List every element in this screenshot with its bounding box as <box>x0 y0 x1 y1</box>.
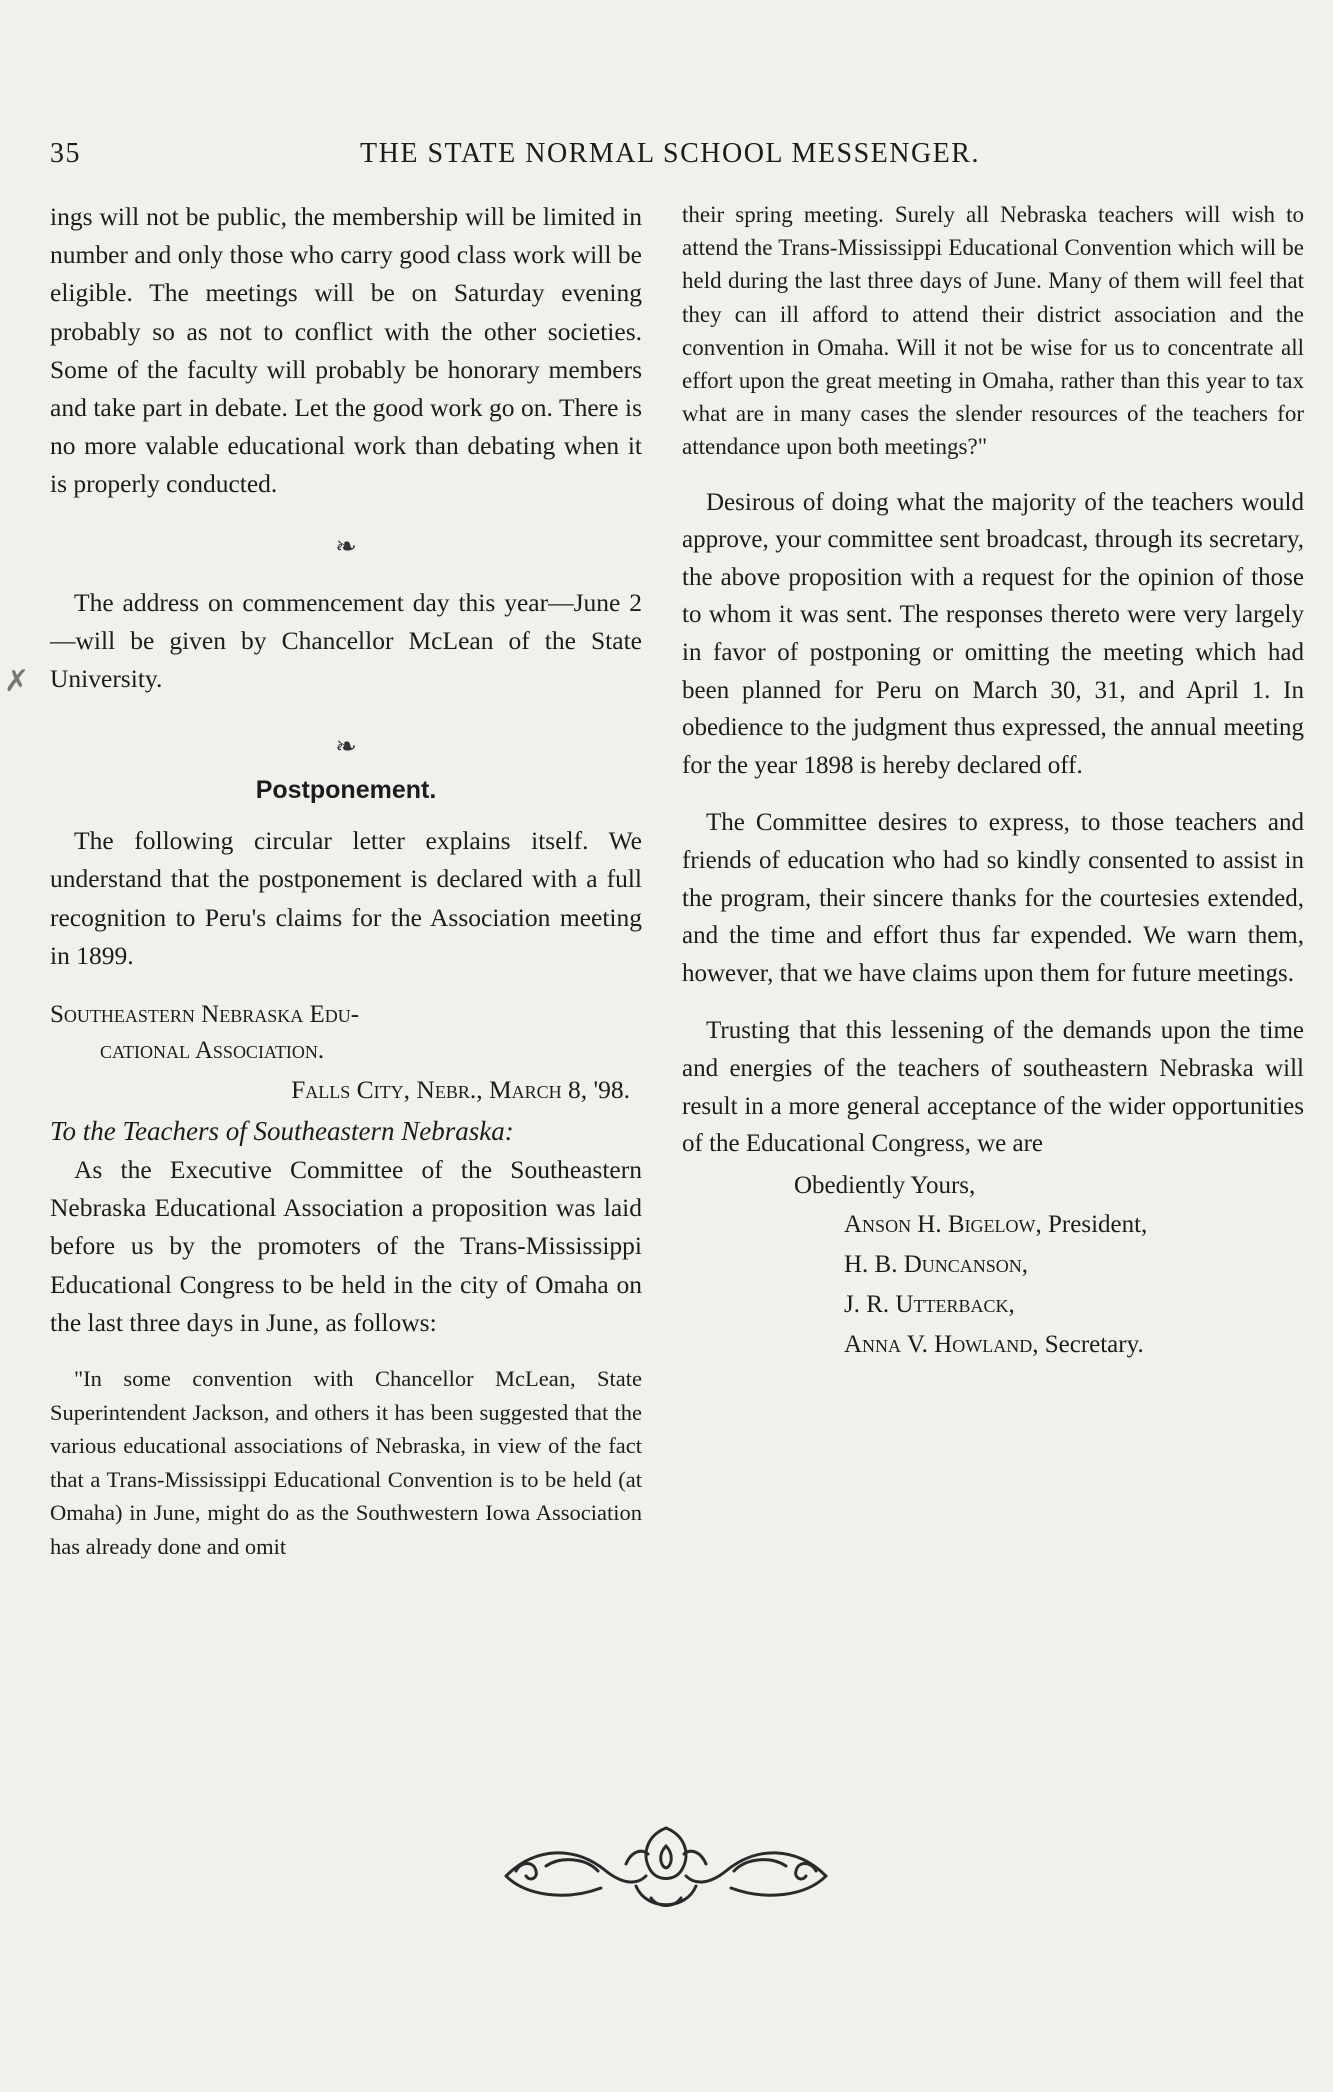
signature-line <box>682 1325 1304 1365</box>
right-column <box>682 198 1304 1365</box>
paragraph-commencement: The address on commencement day this year—June 2—will be given by Chancellor McLean of the State University. <box>50 587 642 694</box>
paragraph-trusting: Trusting that this lessening of the demands upon the time and energies of the teachers of southeastern Nebraska will result in a more general acceptance of the wider opportunities of the Educational Congress, we are <box>682 1017 1304 1158</box>
page-header <box>50 138 1290 178</box>
left-column <box>50 198 642 1563</box>
signature-name: Anna V. Howland <box>844 1330 1033 1358</box>
paragraph-thanks: The Committee desires to express, to those teachers and friends of education who had so kindly consented to assist in the program, their sincere thanks for the courtesies extended, and the time and effort thus far expended. We warn them, however, that we have claims upon them for future meetings. <box>682 809 1304 987</box>
closing: Obediently Yours, <box>794 1171 976 1199</box>
salutation: To the Teachers of Southeastern Nebraska: <box>50 1116 514 1147</box>
signature-line <box>682 1205 1304 1245</box>
leaf-dingbat-icon: ❧ <box>335 531 357 561</box>
running-title: THE STATE NORMAL SCHOOL MESSENGER. <box>360 138 980 169</box>
scroll-ornament-icon <box>486 1816 846 1926</box>
signature-name: Anson H. Bigelow <box>844 1210 1036 1238</box>
association-name-line2: cational Association. <box>100 1037 325 1065</box>
signature-title: , <box>1021 1250 1029 1278</box>
quote-block: "In some convention with Chancellor McLean, State Superintendent Jackson, and others it has been suggested that the various educational associations of Nebraska, in view of the fact that a Trans-Mississippi Educational Convention is to be held (at Omaha) in June, might do as the Southwestern Iowa Association has already done and omit <box>50 1366 642 1559</box>
paragraph-committee-decision: Desirous of doing what the majority of the teachers would approve, your committee sent broadcast, through its secretary, the above proposition with a request for the opinion of those to whom it was sent. The responses thereto were very largely in favor of postponing or omitting the meeting which had been planned for Peru on March 30, 31, and April 1. In obedience to the judgment thus expressed, the annual meeting for the year 1898 is hereby declared off. <box>682 488 1304 779</box>
signature-line <box>682 1245 1304 1285</box>
paragraph-circular-intro: The following circular letter explains itself. We understand that the postponement is declared with a full recognition to Peru's claims for the Association meeting in 1899. <box>50 826 642 970</box>
signature-title: , President, <box>1035 1210 1148 1238</box>
signature-title: , Secretary. <box>1032 1330 1144 1358</box>
signature-name: J. R. Utterback <box>844 1290 1009 1318</box>
association-name-line1: Southeastern Nebraska Edu- <box>50 1001 360 1029</box>
paragraph-proposition: As the Executive Committee of the Southeastern Nebraska Educational Association a proposition was laid before us by the promoters of the Trans-Mississippi Educational Congress to be held in the city of Omaha on the last three days in June, as follows: <box>50 1155 642 1337</box>
quote-block-continued: their spring meeting. Surely all Nebraska teachers will wish to attend the Trans-Mississippi Educational Convention which will be held during the last three days of June. Many of them will feel that they can ill afford to attend their district association and the convention in Omaha. Will it not be wise for us to concentrate all effort upon the great meeting in Omaha, rather than this year to tax what are in many cases the slender resources of the teachers for attendance upon both meetings?" <box>682 202 1304 460</box>
section-title-postponement: Postponement. <box>255 776 437 805</box>
dateline: Falls City, Nebr., March 8, '98. <box>291 1075 630 1105</box>
leaf-dingbat-icon-2: ❧ <box>335 732 357 762</box>
margin-mark: ✗ <box>4 665 30 698</box>
paragraph-debating: ings will not be public, the membership will be limited in number and only those who carry good class work will be eligible. The meetings will be on Saturday evening probably so as not to conflict with the other societies. Some of the faculty will probably be honorary members and take part in debate. Let the good work go on. There is no more valable educational work than debating when it is properly conducted. <box>50 202 642 499</box>
page-number: 35 <box>50 138 81 169</box>
signature-title: , <box>1008 1290 1015 1318</box>
signature-name: H. B. Duncanson <box>844 1250 1022 1278</box>
signature-line <box>682 1285 1304 1325</box>
